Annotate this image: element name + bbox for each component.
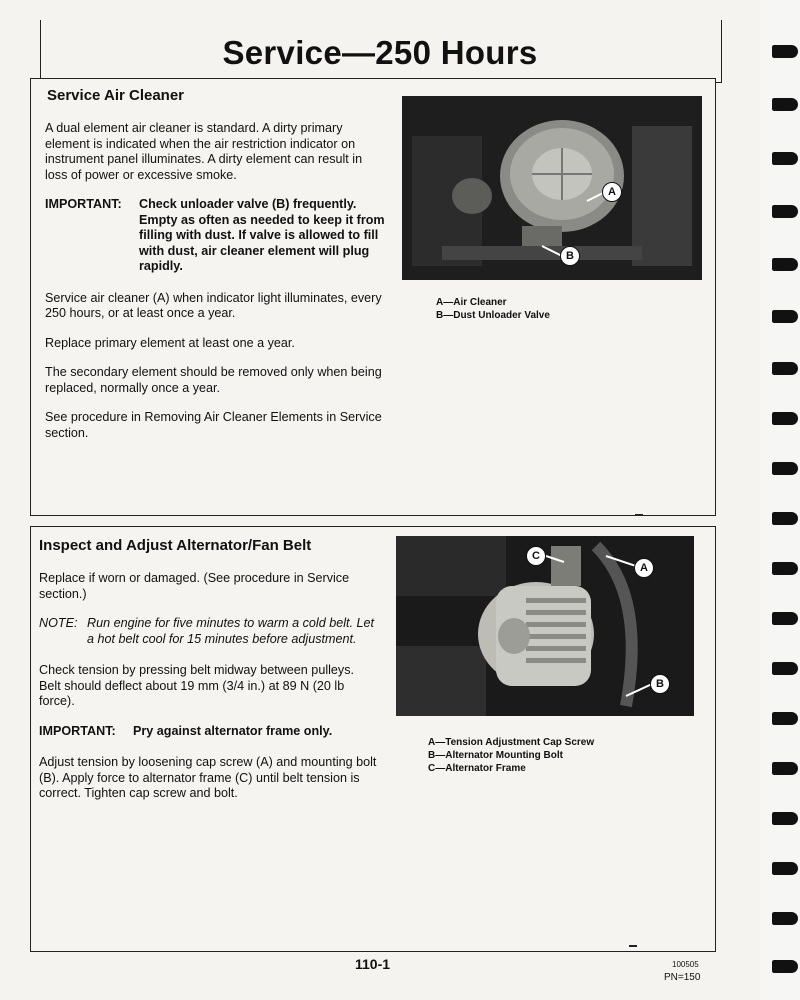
callout-b: B: [650, 674, 670, 694]
binding-ring: [772, 562, 798, 575]
paragraph: The secondary element should be removed only when being replaced, normally once a year.: [45, 365, 382, 395]
important-notice: [39, 724, 377, 740]
document-code: 100505: [672, 960, 699, 969]
binding-ring: [772, 762, 798, 775]
spiral-binding: [760, 0, 800, 1000]
important-notice: [45, 197, 387, 275]
part-number: PN=150: [664, 972, 701, 983]
section-body: [39, 571, 377, 816]
callout-c: C: [526, 546, 546, 566]
paragraph: A dual element air cleaner is standard. A dirty primary element is indicated when the air restriction indicator on instrument panel illuminates. A dirty element can result in loss of power or excessive smoke.: [45, 121, 363, 182]
divider-mark: [629, 945, 637, 947]
binding-ring: [772, 862, 798, 875]
callout-a: A: [634, 558, 654, 578]
important-text: Pry against alternator frame only.: [133, 723, 333, 738]
binding-ring: [772, 512, 798, 525]
section-heading: Service Air Cleaner: [47, 87, 185, 104]
note: [39, 616, 377, 647]
caption-line: C—Alternator Frame: [428, 763, 526, 774]
binding-ring: [772, 45, 798, 58]
caption-line: B—Dust Unloader Valve: [436, 310, 550, 321]
paragraph: Replace primary element at least one a year.: [45, 335, 295, 350]
callout-a: A: [602, 182, 622, 202]
binding-ring: [772, 662, 798, 675]
important-label: IMPORTANT:: [45, 197, 122, 211]
binding-ring: [772, 258, 798, 271]
binding-ring: [772, 310, 798, 323]
alternator-photo: [396, 536, 694, 716]
section-body: [45, 121, 387, 455]
note-text: Run engine for five minutes to warm a cold belt. Let a hot belt cool for 15 minutes before adjustment.: [87, 616, 375, 646]
paragraph: Service air cleaner (A) when indicator light illuminates, every 250 hours, or at least once a year.: [45, 290, 382, 320]
binding-ring: [772, 612, 798, 625]
binding-ring: [772, 960, 798, 973]
binding-ring: [772, 462, 798, 475]
page-number: 110-1: [355, 956, 391, 972]
engine-illustration: [402, 96, 702, 280]
caption-line: A—Tension Adjustment Cap Screw: [428, 737, 595, 748]
binding-ring: [772, 205, 798, 218]
binding-ring: [772, 812, 798, 825]
important-label: IMPORTANT:: [39, 723, 116, 738]
important-text: Check unloader valve (B) frequently. Empty as often as needed to keep it from filling with dust. If valve is allowed to fill with dust, air cleaner element will plug rapidly.: [139, 197, 385, 273]
page-title: Service—250 Hours: [222, 34, 538, 71]
binding-ring: [772, 152, 798, 165]
paragraph: Replace if worn or damaged. (See procedure in Service section.): [39, 571, 350, 601]
paragraph: See procedure in Removing Air Cleaner Elements in Service section.: [45, 410, 382, 440]
caption-line: B—Alternator Mounting Bolt: [428, 750, 563, 761]
photo-caption: [428, 736, 594, 775]
binding-ring: [772, 362, 798, 375]
air-cleaner-photo: [402, 96, 702, 280]
binding-ring: [772, 412, 798, 425]
paragraph: Adjust tension by loosening cap screw (A) and mounting bolt (B). Apply force to alternator frame (C) until belt tension is correct. Tighten cap screw and bolt.: [39, 755, 377, 800]
binding-ring: [772, 712, 798, 725]
caption-line: A—Air Cleaner: [436, 297, 507, 308]
binding-ring: [772, 98, 798, 111]
callout-b: B: [560, 246, 580, 266]
divider-mark: [635, 514, 643, 516]
binding-ring: [772, 912, 798, 925]
section-heading: Inspect and Adjust Alternator/Fan Belt: [39, 537, 312, 554]
paragraph: Check tension by pressing belt midway between pulleys. Belt should deflect about 19 mm (3/4 in.) at 89 N (20 lb force).: [39, 663, 355, 708]
photo-caption: [436, 296, 550, 322]
note-label: NOTE:: [39, 616, 78, 630]
